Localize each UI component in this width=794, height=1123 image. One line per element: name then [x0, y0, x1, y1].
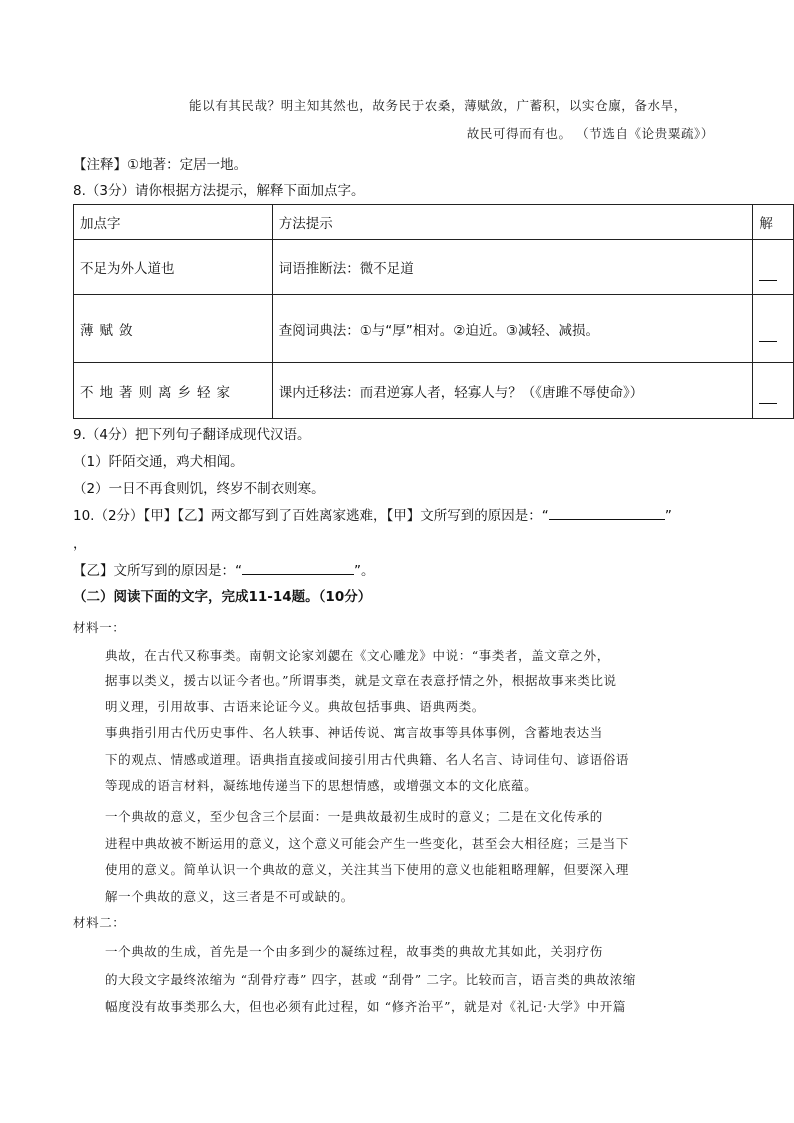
passage-line-1: 能以有其民哉？明主知其然也，故务民于农桑，薄赋敛，广蓄积，以实仓廪，备水旱，	[189, 98, 687, 113]
question-10-yi-label: 【乙】文所写到的原因是：“	[73, 563, 242, 579]
table-row-1-hint: 词语推断法：微不足道	[272, 240, 753, 295]
section-2-title: （二）阅读下面的文字，完成11-14题。（10分）	[73, 589, 372, 605]
table-row-2-answer[interactable]	[753, 295, 794, 363]
material-2-line: 的大段文字最终浓缩为 “刮骨疗毒” 四字，甚或 “刮骨” 二字。比较而言，语言类的典故浓缩	[105, 972, 636, 987]
table-row-1-answer[interactable]	[753, 240, 794, 295]
material-1-line: 事典指引用古代历史事件、名人轶事、神话传说、寓言故事等具体事例，含蓄地表达当	[105, 725, 603, 740]
material-1-line: 等现成的语言材料，凝练地传递当下的思想情感，或增强文本的文化底蕴。	[105, 778, 538, 793]
material-1-label: 材料一：	[73, 620, 126, 635]
material-1-line: 下的观点、情感或道理。语典指直接或间接引用古代典籍、名人名言、诗词佳句、谚语俗语	[105, 752, 630, 767]
table-header-answer: 解	[753, 205, 794, 240]
question-8-stem: 8.（3分）请你根据方法提示，解释下面加点字。	[73, 183, 365, 199]
material-1-line: 一个典故的意义，至少包含三个层面：一是典故最初生成时的意义；二是在文化传承的	[105, 809, 603, 824]
table-row-2-hint: 查阅词典法：①与“厚”相对。②迫近。③减轻、减损。	[272, 295, 753, 363]
material-1-line: 使用的意义。简单认识一个典故的意义，关注其当下使用的意义也能粗略理解，但要深入理	[105, 862, 630, 877]
question-10-line-2	[73, 559, 375, 579]
question-10-stem: 10.（2分）【甲】【乙】两文都写到了百姓离家逃难，【甲】文所写到的原因是：“	[73, 508, 549, 524]
table-row-2-word: 薄赋敛	[74, 295, 273, 363]
question-9-item-2: （2）一日不再食则饥，终岁不制衣则寒。	[73, 481, 325, 497]
answer-blank[interactable]	[759, 250, 777, 281]
table-row-1-word: 不足为外人道也	[74, 240, 273, 295]
quote-close: ”。	[354, 563, 375, 579]
question-10-comma: ，	[73, 536, 87, 552]
question-8-table	[73, 204, 794, 419]
quote-close: ”	[664, 508, 672, 524]
answer-blank-yi[interactable]	[242, 562, 354, 575]
material-1-line: 典故，在古代又称事类。南朝文论家刘勰在《文心雕龙》中说：“事类者，盖文章之外，	[105, 648, 610, 663]
table-row-3-word: 不地著则离乡轻家	[74, 363, 273, 419]
answer-blank[interactable]	[759, 373, 777, 404]
question-9-stem: 9.（4分）把下列句子翻译成现代汉语。	[73, 427, 311, 443]
table-row-3-hint: 课内迁移法：而君逆寡人者，轻寡人与？（《唐雎不辱使命》）	[272, 363, 753, 419]
table-header-hint: 方法提示	[272, 205, 753, 240]
material-1-line: 解一个典故的意义，这三者是不可或缺的。	[105, 889, 354, 904]
answer-blank-jia[interactable]	[549, 507, 665, 520]
passage-line-2: 故民可得而有也。 （节选自《论贵粟疏》）	[466, 126, 714, 141]
material-2-line: 幅度没有故事类那么大，但也必须有此过程，如 “修齐治平”，就是对《礼记·大学》中开篇	[105, 999, 626, 1014]
question-10-line-1	[73, 504, 672, 524]
table-row-3-answer[interactable]	[753, 363, 794, 419]
material-1-line: 进程中典故被不断运用的意义，这个意义可能会产生一些变化，甚至会大相径庭；三是当下	[105, 836, 630, 851]
material-2-line: 一个典故的生成，首先是一个由多到少的凝练过程，故事类的典故尤其如此，关羽疗伤	[105, 944, 603, 959]
material-1-line: 据事以类义，援古以证今者也。”所谓事类，就是文章在表意抒情之外，根据故事来类比说	[105, 673, 617, 688]
table-header-word: 加点字	[74, 205, 273, 240]
annotation-note: 【注释】①地著：定居一地。	[73, 157, 248, 173]
question-9-item-1: （1）阡陌交通，鸡犬相闻。	[73, 454, 244, 470]
material-2-label: 材料二：	[73, 915, 126, 930]
answer-blank[interactable]	[759, 311, 777, 342]
material-1-line: 明义理，引用故事、古语来论证今义。典故包括事典、语典两类。	[105, 699, 485, 714]
